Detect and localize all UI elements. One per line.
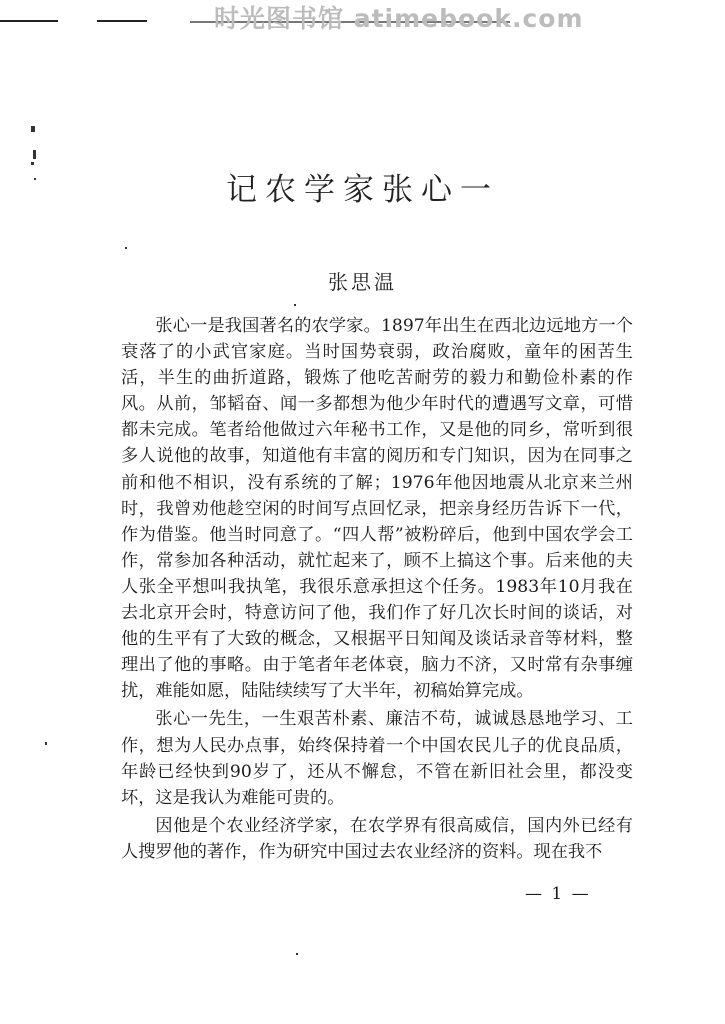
paragraph-2: 张心一先生，一生艰苦朴素、廉洁不苟，诚诚恳恳地学习、工作，想为人民办点事，始终保持着一个中国农民儿子的优良品质，年龄已经快到90岁了，还从不懈怠，不管在新旧社会里，都没变坏，这是我认为难能可贵的。	[121, 709, 633, 808]
article-body	[121, 313, 633, 865]
scan-speck	[125, 247, 127, 249]
header-rule-middle	[97, 20, 147, 22]
paragraph-3: 因他是个农业经济学家，在农学界有很高威信，国内外已经有人搜罗他的著作，作为研究中国过去农业经济的资料。现在我不	[121, 815, 633, 862]
scan-speck	[296, 953, 298, 955]
header-rule-left	[0, 20, 58, 22]
paragraph-1: 张心一是我国著名的农学家。1897年出生在西北边远地方一个衰落了的小武官家庭。当时国势衰弱，政治腐败，童年的困苦生活，半生的曲折道路，锻炼了他吃苦耐劳的毅力和勤俭朴素的作风。从前，邹韬奋、闻一多都想为他少年时代的遭遇写文章，可惜都未完成。笔者给他做过六年秘书工作，又是他的同乡，常听到很多人说他的故事，知道他有丰富的阅历和专门知识，因为在同事之前和他不相识，没有系统的了解；1976年他因地震从北京来兰州时，我曾劝他趁空闲的时间写点回忆录，把亲身经历告诉下一代，作为借鉴。他当时同意了。“四人帮”被粉碎后，他到中国农学会工作，常参加各种活动，就忙起来了，顾不上搞这个事。后来他的夫人张全平想叫我执笔，我很乐意承担这个任务。1983年10月我在去北京开会时，特意访问了他，我们作了好几次长时间的谈话，对他的生平有了大致的概念，又根据平日知闻及谈话录音等材料，整理出了他的事略。由于笔者年老体衰，脑力不济，又时常有杂事缠扰，难能如愿，陆陆续续写了大半年，初稿始算完成。	[121, 316, 633, 702]
scan-speck	[31, 162, 34, 165]
scan-speck	[45, 742, 47, 745]
scan-speck	[33, 150, 36, 159]
scan-speck	[31, 126, 35, 132]
article-author: 张思温	[328, 270, 397, 294]
article-title: 记农学家张心一	[226, 172, 499, 208]
page-number: — 1 —	[525, 884, 591, 904]
watermark-text: 时光图书馆 atimebook.com	[214, 4, 584, 33]
scan-speck	[294, 304, 296, 306]
